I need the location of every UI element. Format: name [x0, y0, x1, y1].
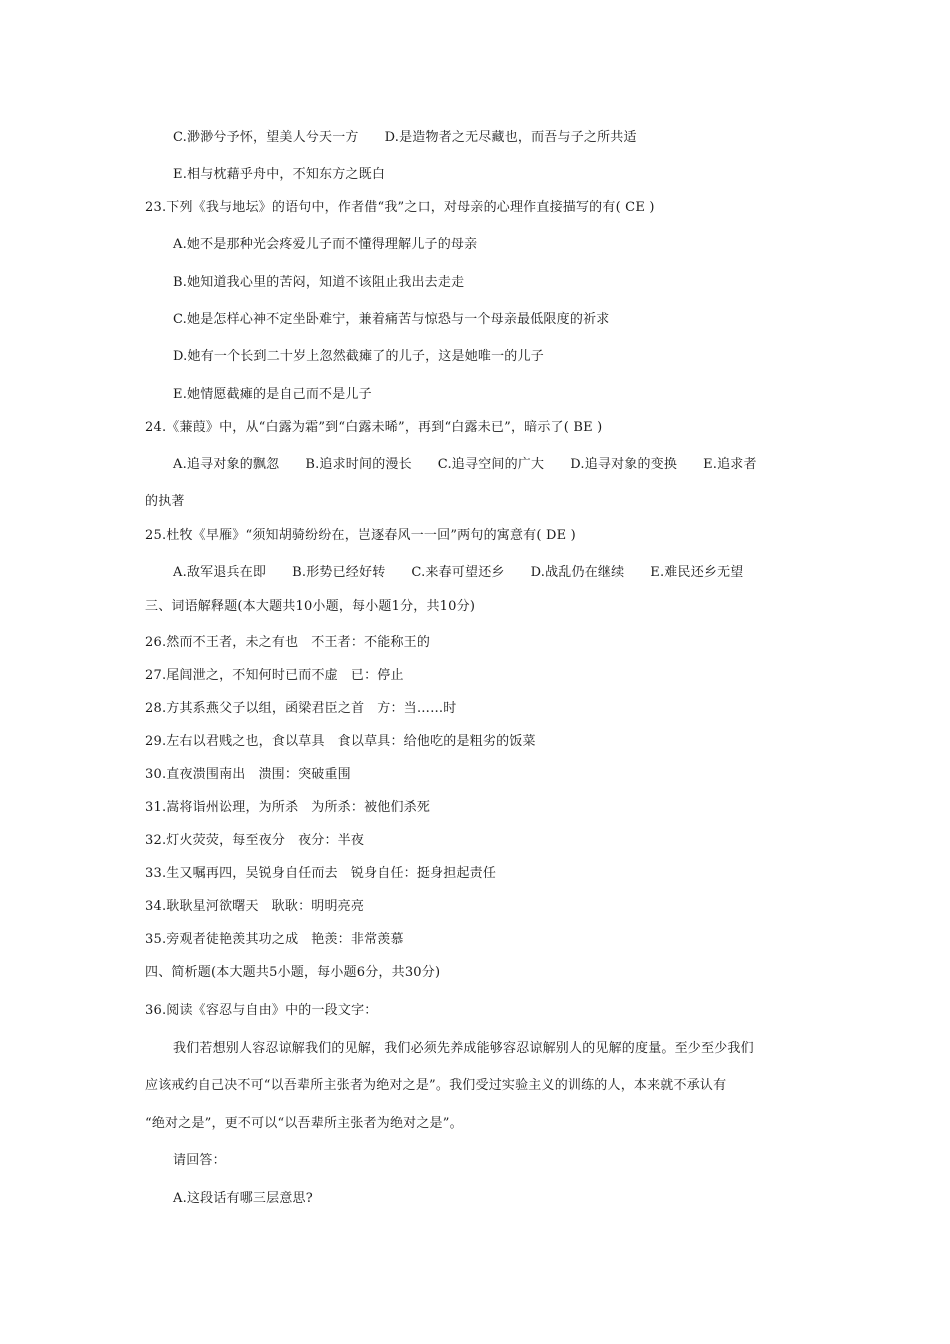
- option-line-c-d: C.渺渺兮予怀，望美人兮天一方 D.是造物者之无尽藏也，而吾与子之所共适: [173, 130, 637, 145]
- question-24: 24.《蒹葭》中，从“白露为霜”到“白露未晞”，再到“白露未已”，暗示了( BE ): [145, 420, 603, 435]
- option-23-c: C.她是怎样心神不定坐卧难宁，兼着痛苦与惊恐与一个母亲最低限度的祈求: [173, 312, 610, 327]
- item-32: 32.灯火荧荧，每至夜分 夜分：半夜: [145, 833, 365, 848]
- option-line-e: E.相与枕藉乎舟中，不知东方之既白: [173, 167, 386, 182]
- item-30: 30.直夜溃围南出 溃围：突破重围: [145, 767, 351, 782]
- option-23-b: B.她知道我心里的苦闷，知道不该阻止我出去走走: [173, 275, 465, 290]
- option-23-e: E.她情愿截瘫的是自己而不是儿子: [173, 387, 372, 402]
- passage-line-2: 应该戒约自己决不可“以吾辈所主张者为绝对之是”。我们受过实验主义的训练的人，本来就不承认有: [145, 1078, 727, 1093]
- question-36: 36.阅读《容忍与自由》中的一段文字：: [145, 1003, 378, 1018]
- passage-line-1: 我们若想别人容忍谅解我们的见解，我们必须先养成能够容忍谅解别人的见解的度量。至少至少我们: [173, 1041, 754, 1056]
- item-27: 27.尾闾泄之，不知何时已而不虚 已：停止: [145, 668, 404, 683]
- question-23: 23.下列《我与地坛》的语句中，作者借“我”之口，对母亲的心理作直接描写的有( CE ): [145, 200, 655, 215]
- item-26: 26.然而不王者，未之有也 不王者：不能称王的: [145, 635, 431, 650]
- passage-line-3: “绝对之是”，更不可以“以吾辈所主张者为绝对之是”。: [145, 1116, 463, 1131]
- sub-question-a: A.这段话有哪三层意思?: [173, 1191, 313, 1206]
- item-34: 34.耿耿星河欲曙天 耿耿：明明亮亮: [145, 899, 365, 914]
- options-25: A.敌军退兵在即 B.形势已经好转 C.来春可望还乡 D.战乱仍在继续 E.难民还乡无望: [173, 565, 744, 580]
- item-28: 28.方其系燕父子以组，函梁君臣之首 方：当……时: [145, 701, 457, 716]
- question-25: 25.杜牧《早雁》“须知胡骑纷纷在，岂逐春风一一回”两句的寓意有( DE ): [145, 528, 576, 543]
- section-heading-4: 四、简析题(本大题共5小题，每小题6分，共30分): [145, 965, 441, 980]
- options-24-continued: 的执著: [145, 494, 185, 509]
- option-23-a: A.她不是那种光会疼爱儿子而不懂得理解儿子的母亲: [173, 237, 478, 252]
- item-29: 29.左右以君贱之也，食以草具 食以草具：给他吃的是粗劣的饭菜: [145, 734, 536, 749]
- section-heading-3: 三、词语解释题(本大题共10小题，每小题1分，共10分): [145, 599, 476, 614]
- option-23-d: D.她有一个长到二十岁上忽然截瘫了的儿子，这是她唯一的儿子: [173, 349, 544, 364]
- item-33: 33.生又嘱再四，吴锐身自任而去 锐身自任：挺身担起责任: [145, 866, 497, 881]
- prompt-please-answer: 请回答：: [173, 1153, 226, 1168]
- item-35: 35.旁观者徒艳羡其功之成 艳羡：非常羡慕: [145, 932, 404, 947]
- item-31: 31.嵩将诣州讼理，为所杀 为所杀：被他们杀死: [145, 800, 431, 815]
- options-24: A.追寻对象的飘忽 B.追求时间的漫长 C.追寻空间的广大 D.追寻对象的变换 E.追求者: [173, 457, 757, 472]
